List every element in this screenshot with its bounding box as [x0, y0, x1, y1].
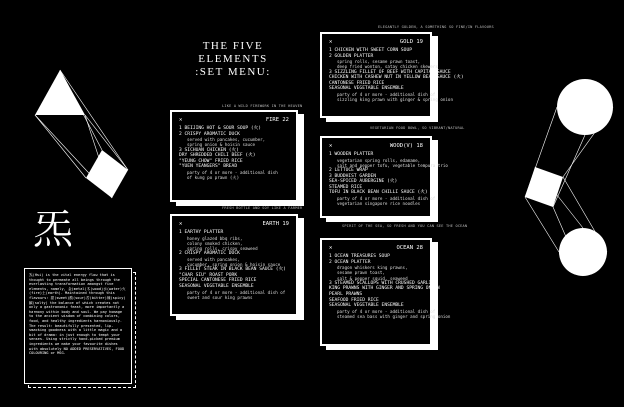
menu-item-detail: deep fried wonton, satay chicken skewers [337, 64, 438, 70]
menu-item: 1 BEIJING HOT & SOUR SOUP (火) [179, 126, 262, 131]
menu-item-detail: honey glazed bbq ribs, [187, 235, 243, 241]
gold-section-title: GOLD 19 [399, 39, 423, 45]
gold-menu-card [320, 32, 464, 118]
ocean-section-title: OCEAN 28 [396, 245, 423, 251]
menu-item: 3 SIZZLING FILLET OF BEEF WITH CAPITAL SAUCE [329, 69, 451, 75]
fire-geometry-illustration [20, 60, 140, 210]
menu-item-detail: party of 4 or more - additional dish of [337, 308, 436, 314]
menu-item: CANTONESE FRIED RICE [329, 80, 385, 86]
menu-item: SEASONAL VEGETABLE ENSEMBLE [329, 303, 404, 309]
menu-item-detail: sweet and sour king prawns [187, 294, 253, 300]
gold-items [329, 48, 464, 103]
title-line-2: :SET MENU: [195, 66, 271, 78]
earth-menu-card [170, 214, 298, 316]
menu-item: TOFU IN BLACK BEAN CHILLI SAUCE (火) [329, 190, 428, 196]
menu-item-detail: spring onion & hoisin sauce [187, 142, 256, 148]
menu-item: SEASONAL VEGETABLE ENSEMBLE [329, 86, 404, 92]
fire-menu-card [170, 110, 298, 202]
ocean-menu-card [320, 238, 451, 346]
menu-item: 1 CHICKEN WITH SWEET CORN SOUP [329, 48, 412, 53]
menu-item: "YUEN YEANGERS" BREAD [179, 164, 238, 170]
gold-tagline: ELEGANTLY GOLDEN, A SOMETHING SO FINE/IN FLAVOURS [378, 25, 494, 29]
menu-item-detail: party of 4 or more - additional dish of [337, 195, 436, 201]
gold-icon: ✕ [329, 39, 333, 45]
fire-tagline: LIKE A WILD FIREWORK IN THE HEAVEN [222, 104, 303, 108]
menu-item-detail: salt and pepper tofu, vegetable tempura trio [337, 162, 448, 168]
menu-item-detail: party of 4 or more - additional dish of [337, 91, 436, 97]
earth-tagline: FRESH BOTTLE AND SOY LIKE A FARMER [222, 206, 303, 210]
menu-item: 2 CRISPY AROMATIC DUCK [179, 251, 240, 257]
ocean-tagline: SPIRIT OF THE SEA, SO FRESH AND YOU CAN SEE THE OCEAN [342, 224, 468, 228]
wood-section-title: WOOD(V) 18 [389, 143, 423, 149]
intro-text: 炁(Hsi) is the vital energy flow that is thought to permeate all beings through the everlasting transformation amongst five elements, namely, 金(metal)木(wood)水(water)火(fire)土(earth). Maintained through this flavours: 甜(sweet)酸(sour)苦(bitter)辣(spicy)鹹(salty) the balance of which creates not only a gastronomic feast, more importantly a harmony within body and soul. We pay homage to the ancient wisdom of combining colors, food, and healthy ingredients harmoniously. The result: beautifully presented, lip-smacking goodness with a little magic and a bit of drama: in just enough to tempt your senses. Using strictly hand-picked premium ingredients we make your favourite dishes with absolutely NO ADDED PRESERVATIVES, FOOD COLOURING or MSG. [29, 273, 126, 356]
menu-item: STEAMED RICE [329, 184, 363, 190]
menu-item: SEASONAL VEGETABLE ENSEMBLE [179, 283, 254, 289]
menu-item-detail: salt & pepper squid, seaweed [337, 275, 408, 281]
qi-glyph: 炁 [33, 207, 73, 253]
menu-item: "YEUNG CHOW" FRIED RICE [179, 158, 243, 164]
menu-item-detail: sizzling king prawn with ginger & spring onion [337, 97, 453, 103]
flame-icon: ✕ [179, 117, 183, 123]
page-title [168, 40, 298, 79]
menu-item: PEARL PRAWNS [329, 291, 363, 297]
menu-item-detail: party of 4 or more - additional dish of [187, 289, 286, 295]
menu-item-detail: served with pancakes, cucumber, [187, 137, 266, 143]
menu-item: 2 LETTUCE WRAP [329, 168, 368, 173]
menu-item-detail: of kung po prawn (火) [187, 175, 240, 181]
menu-item-detail: dragon whiskers king prawns, [337, 265, 408, 271]
wood-menu-card [320, 136, 448, 218]
menu-item: 2 CRISPY AROMATIC DUCK [179, 131, 240, 137]
menu-item-detail: cucumber, spring onion & hoisin sauce [187, 262, 281, 267]
menu-item: DRY SHREDDED CHILI BEEF (火) [179, 153, 256, 159]
menu-item-detail: served with pancakes, [187, 256, 240, 262]
wood-icon: ✕ [329, 143, 333, 149]
menu-item: 3 STEAMED SCALLOPS WITH CRUSHED GARLIC [329, 280, 435, 286]
menu-item-detail: spring rolls, crispy seaweed [187, 246, 258, 251]
menu-item: KING PRAWNS WITH GINGER AND SPRING ONION [329, 286, 440, 292]
water-geometry-illustration [505, 72, 615, 292]
earth-section-title: EARTH 19 [262, 221, 289, 227]
menu-item: 3 SICHUAN CHICKEN (火) [179, 147, 239, 153]
title-line-1: THE FIVE ELEMENTS [198, 40, 268, 65]
menu-item-detail: colony smoked chicken, [187, 240, 243, 246]
wood-items [329, 152, 448, 207]
menu-item: 3 FILLET STEAK IN BLACK BEAN SAUCE (火) [179, 267, 286, 273]
intro-card [24, 268, 132, 384]
menu-item-detail: spring rolls, sesame prawn toast, [337, 59, 421, 65]
menu-item-detail: party of 4 or more - additional dish [187, 169, 278, 175]
menu-item: "CHAR SIU" ROAST PORK [179, 272, 238, 278]
menu-item: 2 GOLDEN PLATTER [329, 53, 374, 59]
menu-item: SEAFOOD FRIED RICE [329, 297, 379, 303]
earth-icon: ✕ [179, 221, 183, 227]
menu-item: 2 OCEAN PLATTER [329, 259, 371, 265]
menu-item: 1 WOODEN PLATTER [329, 152, 374, 157]
menu-item: 1 OCEAN TREASURES SOUP [329, 254, 390, 259]
menu-item: 1 EARTHY PLATTER [179, 230, 224, 235]
wood-tagline: VEGETARIAN FOOD BOWL, SO VIBRANT/NATURAL [370, 126, 465, 130]
menu-item: SEA-SPICED AUBERGINE (火) [329, 179, 398, 185]
earth-items [179, 230, 289, 300]
menu-item-detail: vegetarian singapore rice noodles [337, 201, 421, 207]
ocean-items [329, 254, 451, 319]
fire-items [179, 126, 289, 180]
menu-item-detail: vegetarian spring rolls, edamame, [337, 157, 421, 163]
menu-item-detail: steamed sea bass with ginger and spring onion [337, 313, 451, 319]
menu-item-detail: sesame prawn toast, [337, 270, 385, 276]
menu-item: SPECIAL CANTONESE FRIED RICE [179, 278, 257, 284]
menu-item: CHICKEN WITH CASHEW NUT IN YELLOW BEAN SAUCE (火) [329, 75, 464, 81]
menu-item: 3 BUDDHIST GARDEN [329, 173, 377, 179]
ocean-icon: ✕ [329, 245, 333, 251]
fire-section-title: FIRE 22 [265, 117, 289, 123]
